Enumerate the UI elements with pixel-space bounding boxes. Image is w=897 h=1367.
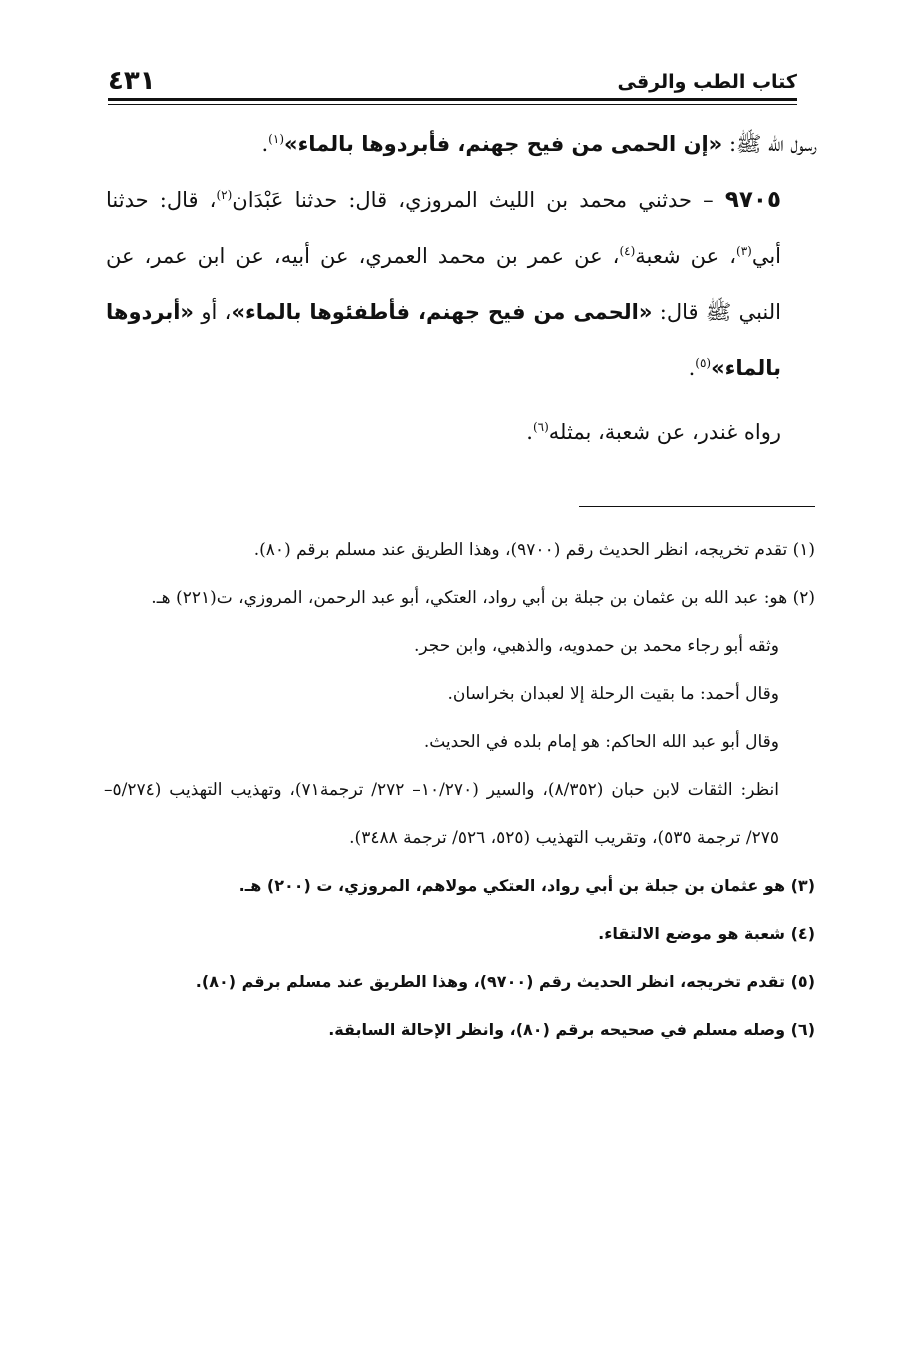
continuation-paragraph	[106, 116, 817, 172]
page-number: ٤٣١	[108, 66, 156, 96]
text-run: – حدثني محمد بن الليث المروزي، قال: حدثنا عَبْدَان	[232, 188, 725, 212]
footnote-ref-2: (٢)	[216, 188, 233, 202]
footnote-ref-5: (٥)	[695, 356, 712, 370]
text-run: .	[526, 420, 533, 444]
header-rule-thin	[108, 104, 797, 105]
text-run: رسول الله ﷺ:	[722, 132, 817, 156]
prophetic-quote: «إن الحمى من فيح جهنم، فأبردوها بالماء»	[284, 132, 723, 156]
footnote-2-line: انظر: الثقات لابن حبان (٨/٣٥٢)، والسير (١٠/٢٧٠– ٢٧٢/ ترجمة٧١)، وتهذيب التهذيب (٥/٢٧٤– ٢٧٥/ ترجمة ٥٣٥)، وتقريب التهذيب (٥٢٥، ٥٢٦/ ترجمة ٣٤٨٨).	[104, 780, 779, 848]
footnote-2-line: وقال أحمد: ما بقيت الرحلة إلا لعبدان بخراسان.	[447, 684, 779, 704]
footnote-separator	[579, 506, 815, 507]
footnote-2-line: وقال أبو عبد الله الحاكم: هو إمام بلده في الحديث.	[423, 732, 779, 752]
text-run: .	[261, 132, 269, 156]
hadith-number: ٩٧٠٥	[724, 187, 782, 213]
header-rule	[108, 98, 797, 101]
running-title: كتاب الطب والرقى	[617, 71, 797, 93]
footnote-3: (٣) هو عثمان بن جبلة بن أبي رواد، العتكي مولاهم، المروزي، ت (٢٠٠) هـ.	[238, 876, 815, 895]
footnote-5: (٥) تقدم تخريجه، انظر الحديث رقم (٩٧٠٠)، وهذا الطريق عند مسلم برقم (٨٠).	[195, 972, 815, 991]
footnote-2: (٢) هو: عبد الله بن عثمان بن جبلة بن أبي رواد، العتكي، أبو عبد الرحمن، المروزي، ت(٢٢١) هـ.	[151, 588, 815, 608]
footnote-ref-1: (١)	[268, 132, 284, 146]
footnote-1: (١) تقدم تخريجه، انظر الحديث رقم (٩٧٠٠)، وهذا الطريق عند مسلم برقم (٨٠).	[253, 540, 815, 560]
text-run: ، عن عمر بن محمد العمري، عن أبيه، عن ابن عمر، عن النبي ﷺ قال:	[106, 244, 781, 324]
footnote-ref-3: (٣)	[736, 244, 752, 258]
footnotes	[104, 526, 815, 1054]
text-run: رواه غندر، عن شعبة، بمثله	[548, 420, 781, 444]
text-run: ، أو	[194, 300, 232, 324]
text-run: ، عن شعبة	[635, 244, 736, 268]
main-text	[106, 116, 817, 460]
page-header	[108, 62, 797, 98]
footnote-ref-4: (٤)	[619, 244, 636, 258]
prophetic-quote: «الحمى من فيح جهنم، فأطفئوها بالماء»	[231, 300, 653, 324]
footnote-4: (٤) شعبة هو موضع الالتقاء.	[598, 924, 815, 943]
riwaya-paragraph	[106, 404, 817, 460]
footnote-ref-6: (٦)	[532, 420, 549, 434]
text-run: .	[688, 356, 696, 380]
prophetic-quote: «أبردوها بالماء»	[106, 300, 781, 380]
footnote-2-line: وثقه أبو رجاء محمد بن حمدويه، والذهبي، وابن حجر.	[414, 636, 779, 656]
footnote-6: (٦) وصله مسلم في صحيحه برقم (٨٠)، وانظر الإحالة السابقة.	[328, 1020, 815, 1039]
text-run: ، قال: حدثنا أبي	[106, 188, 782, 268]
hadith-paragraph	[106, 172, 817, 396]
